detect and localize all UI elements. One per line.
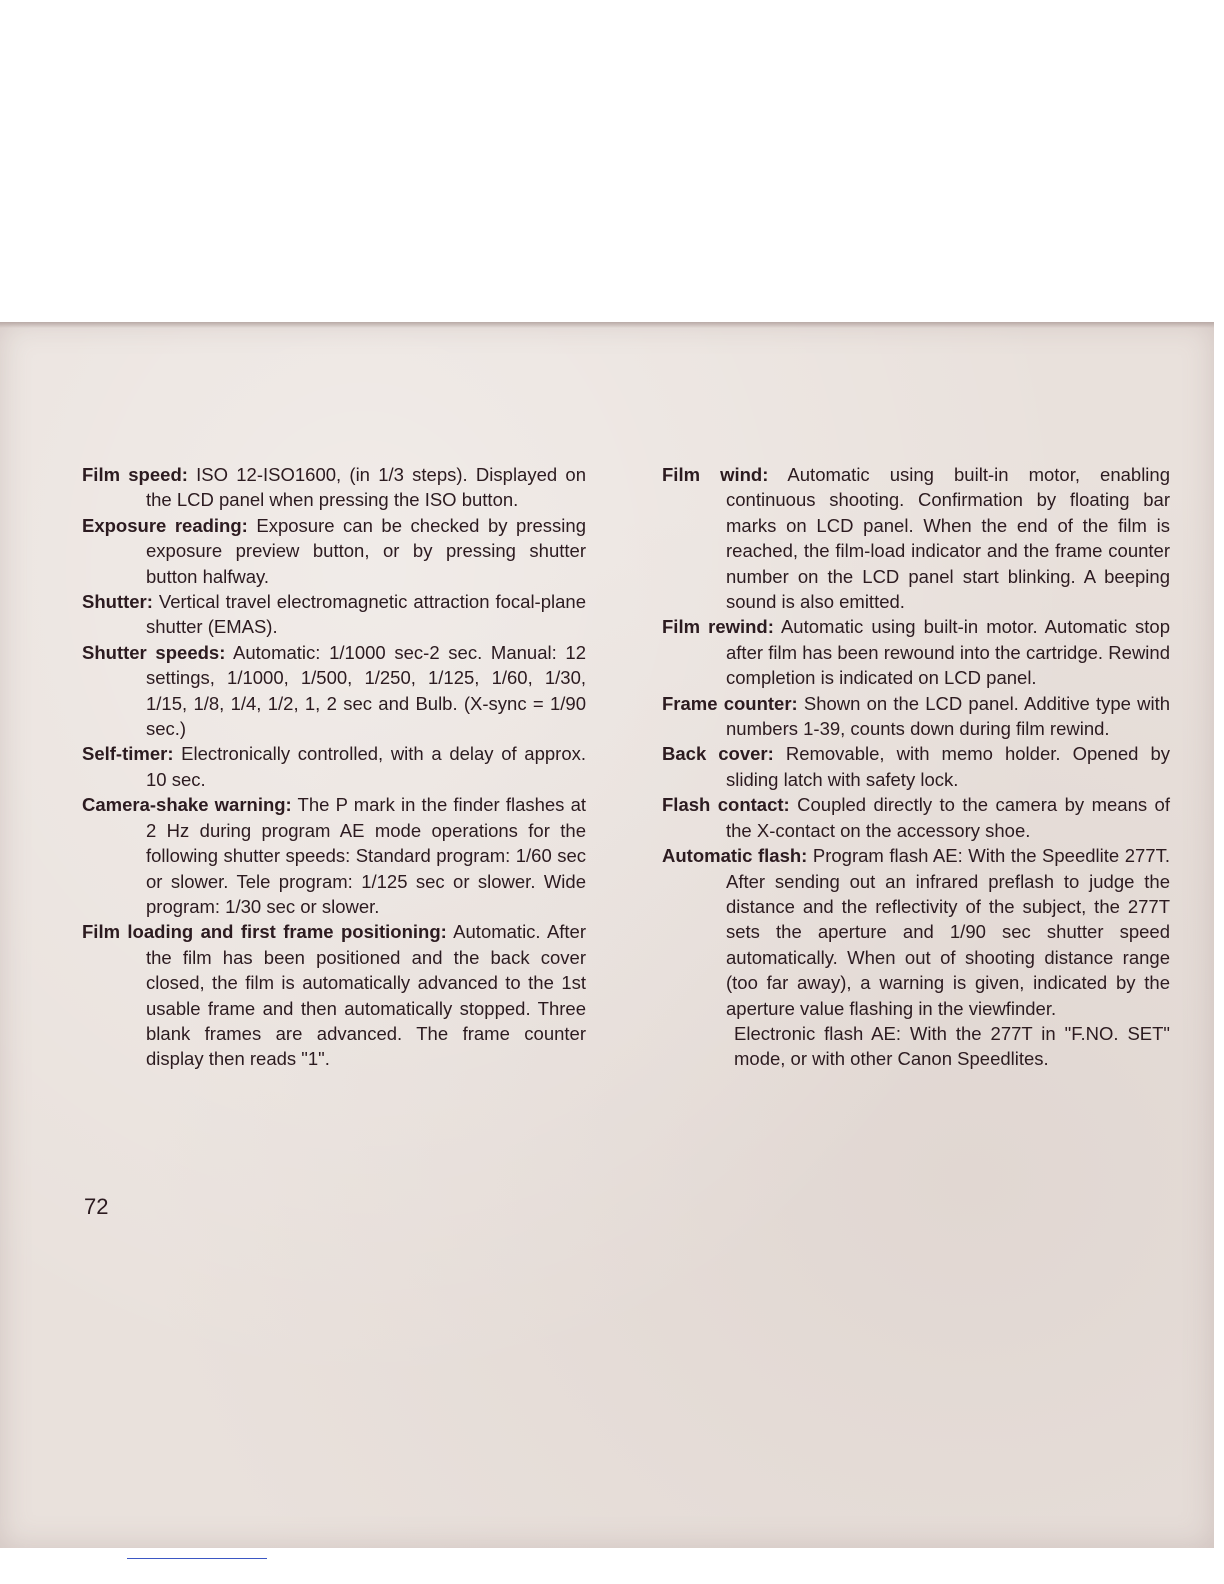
spec-entry-self-timer [82,741,586,792]
footer-rule [127,1558,267,1559]
spec-text: Electronically controlled, with a delay of approx. 10 sec. [146,743,586,790]
spec-term: Camera-shake warning: [82,794,292,816]
spec-term: Film wind: [662,464,769,485]
right-column [662,462,1170,1072]
spec-text: Removable, with memo holder. Opened by sliding latch with safety lock. [726,743,1170,790]
spec-entry-film-rewind [662,614,1170,690]
spec-text: Program flash AE: With the Speedlite 277T. After sending out an infrared preflash to judge the distance and the reflectivity of the subject, the 277T sets the aperture and 1/90 sec shutter speed automatically. When out of shooting distance range (too far away), a warning is given, indicated by the aperture value flashing in the viewfinder. [726,845,1170,1019]
spec-text: Automatic. After the film has been positioned and the back cover closed, the film is automatically advanced to the 1st usable frame and then automatically stopped. Three blank frames are advanced. The frame counter display then reads "1". [146,921,587,1070]
spec-text: Exposure can be checked by pressing exposure preview button, or by pressing shutter button halfway. [146,514,586,587]
spec-text: Shown on the LCD panel. Additive type with numbers 1-39, counts down during film rewind. [726,692,1170,740]
spec-text: Vertical travel electromagnetic attraction focal-plane shutter (EMAS). [146,591,586,638]
spec-text: Coupled directly to the camera by means of the X-contact on the accessory shoe. [726,794,1170,841]
spec-text: Automatic: 1/1000 sec-2 sec. Manual: 12 settings, 1/1000, 1/500, 1/250, 1/125, 1/60, 1/30, 1/15, 1/8, 1/4, 1/2, 1, 2 sec and Bulb. (X-sync = 1/90 sec.) [146,641,586,740]
spec-entry-back-cover [662,741,1170,792]
spec-entry-camera-shake-warning [82,792,586,919]
spec-term: Frame counter: [662,692,798,714]
spec-entry-automatic-flash [662,843,1170,1021]
spec-text: Automatic using built-in motor. Automatic stop after film has been rewound into the cartridge. Rewind completion is indicated on LCD panel. [726,616,1170,689]
spec-term: Self-timer: [82,743,174,765]
left-column [82,462,586,1072]
spec-entry-flash-contact [662,792,1170,843]
spec-entry-frame-counter [662,691,1170,742]
spec-term: Film loading and first frame positioning: [82,921,447,943]
spec-continuation-electronic-flash: Electronic flash AE: With the 277T in "F.NO. SET" mode, or with other Canon Speedlites. [734,1022,1170,1070]
spec-term: Film rewind: [662,616,774,638]
spec-text: Automatic using built-in motor, enabling continuous shooting. Confirmation by floating bar marks on LCD panel. When the end of the film is reached, the film-load indicator and the frame counter number on the LCD panel start blinking. A beeping sound is also emitted. [726,464,1170,613]
spec-term: Automatic flash: [662,845,808,867]
spec-entry-film-speed [82,462,586,513]
spec-text: ISO 12-ISO1600, (in 1/3 steps). Displayed on the LCD panel when pressing the ISO button. [146,464,586,511]
page-number: 72 [84,1194,109,1219]
spec-text: The P mark in the finder flashes at 2 Hz during program AE mode operations for the following shutter speeds: Standard program: 1/60 sec or slower. Tele program: 1/125 sec or slower. Wide program: 1/30 sec or slower. [146,794,587,917]
spec-term: Exposure reading: [82,514,248,536]
spec-entry-shutter [82,589,586,640]
spec-entry-film-loading [82,919,586,1071]
spec-term: Shutter speeds: [82,641,226,663]
spec-term: Back cover: [662,743,774,765]
spec-entry-exposure-reading [82,513,586,589]
spec-term: Film speed: [82,464,188,485]
spec-term: Flash contact: [662,794,790,816]
spec-entry-shutter-speeds [82,640,586,742]
spec-term: Shutter: [82,591,153,613]
spec-entry-film-wind [662,462,1170,614]
